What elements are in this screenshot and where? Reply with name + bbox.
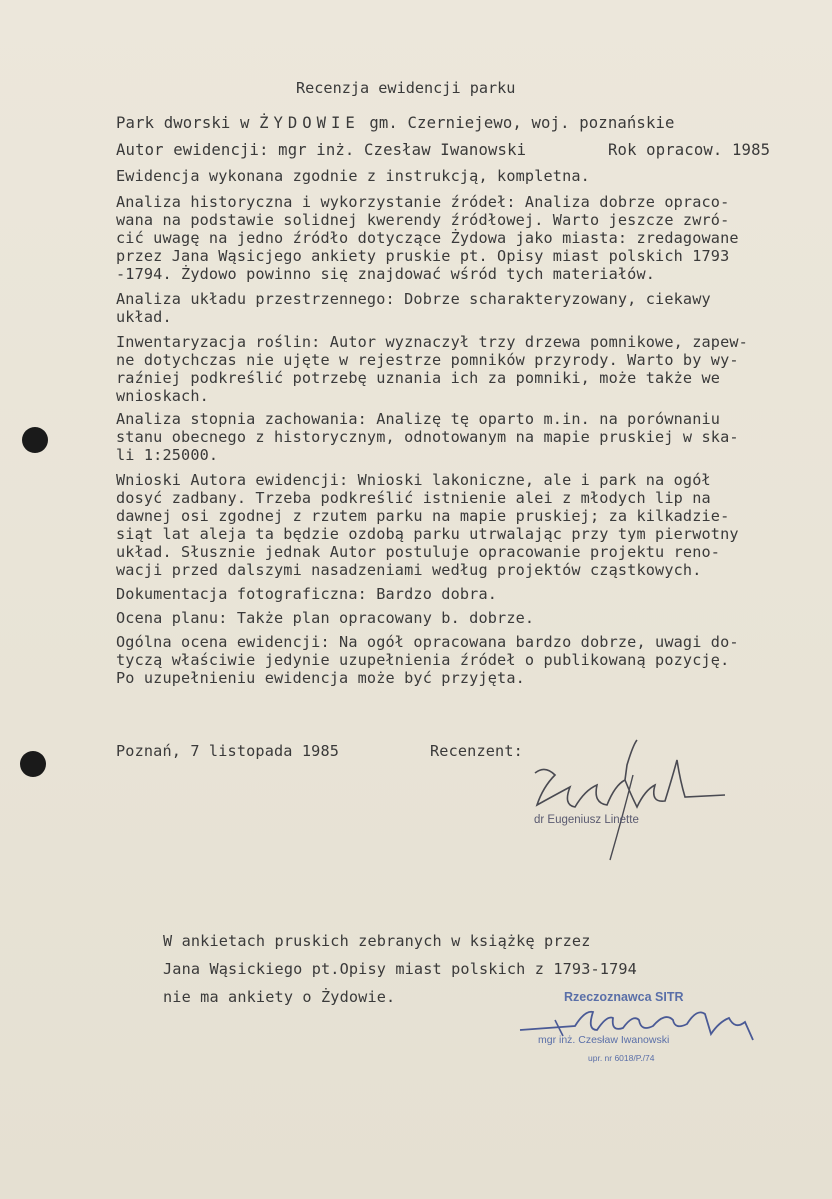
section-3-line-1: Inwentaryzacja roślin: Autor wyznaczył trzy drzewa pomnikowe, zapew- [116,333,748,351]
section-1-line-4: przez Jana Wąsicjego ankiety pruskie pt. Opisy miast polskich 1793 [116,247,730,265]
park-line [116,114,675,133]
note-line-1: W ankietach pruskich zebranych w książkę przez [163,932,591,950]
reviewer-name: dr Eugeniusz Linette [534,814,639,826]
section-1-line-2: wana na podstawie solidnej kwerendy źródłowej. Warto jeszcze zwró- [116,211,730,229]
park-suffix: gm. Czerniejewo, woj. poznańskie [369,114,675,132]
reviewer-signature [515,735,735,865]
park-town: ŻYDOWIE [259,114,360,132]
section-5-line-4: siąt lat aleja ta będzie ozdobą parku utrwalając przy tym pierwotny [116,525,739,543]
section-5-line-3: dawnej osi zgodnej z rzutem parku na mapie pruskiej; za kilkadzie- [116,507,730,525]
section-1-line-5: -1794. Żydowo powinno się znajdować wśród tych materiałów. [116,265,656,283]
document-title: Recenzja ewidencji parku [296,79,516,97]
section-1-line-3: cić uwagę na jedno źródło dotyczące Żydowa jako miasta: zredagowane [116,229,739,247]
instruction-line: Ewidencja wykonana zgodnie z instrukcją, kompletna. [116,167,590,185]
reviewer-label: Recenzent: [430,742,523,760]
section-2-line-2: układ. [116,308,172,326]
section-2-line-1: Analiza układu przestrzennego: Dobrze scharakteryzowany, ciekawy [116,290,711,308]
author-line: Autor ewidencji: mgr inż. Czesław Iwanowski [116,141,527,159]
section-5-line-2: dosyć zadbany. Trzeba podkreślić istnienie alei z młodych lip na [116,489,711,507]
year-line: Rok opracow. 1985 [608,141,771,159]
place-date: Poznań, 7 listopada 1985 [116,742,340,760]
section-1-line-1: Analiza historyczna i wykorzystanie źródeł: Analiza dobrze opraco- [116,193,730,211]
section-5-line-6: wacji przed dalszymi nasadzeniami według projektów cząstkowych. [116,561,702,579]
park-prefix: Park dworski w [116,114,250,132]
section-8-line-2: tyczą właściwie jedynie uzupełnienia źródeł o publikowaną pozycję. [116,651,730,669]
section-4-line-3: li 1:25000. [116,446,219,464]
stamp-permit: upr. nr 6018/P./74 [588,1053,655,1063]
author-signature [515,1000,775,1060]
section-3-line-3: raźniej podkreślić potrzebę uznania ich za pomniki, może także we [116,369,721,387]
section-3-line-2: ne dotychczas nie ujęte w rejestrze pomników przyrody. Warto by wy- [116,351,739,369]
section-4-line-1: Analiza stopnia zachowania: Analizę tę oparto m.in. na porównaniu [116,410,721,428]
section-5-line-5: układ. Słusznie jednak Autor postuluje opracowanie projektu reno- [116,543,721,561]
note-line-2: Jana Wąsickiego pt.Opisy miast polskich z 1793-1794 [163,960,637,978]
note-line-3: nie ma ankiety o Żydowie. [163,988,396,1006]
punch-hole-bottom [20,751,46,777]
punch-hole-top [22,427,48,453]
section-6-line-1: Dokumentacja fotograficzna: Bardzo dobra. [116,585,498,603]
section-8-line-1: Ogólna ocena ewidencji: Na ogół opracowana bardzo dobrze, uwagi do- [116,633,739,651]
stamp-title: Rzeczoznawca SITR [564,990,684,1004]
section-8-line-3: Po uzupełnieniu ewidencja może być przyjęta. [116,669,525,687]
section-7-line-1: Ocena planu: Także plan opracowany b. dobrze. [116,609,535,627]
section-5-line-1: Wnioski Autora ewidencji: Wnioski lakoniczne, ale i park na ogół [116,471,711,489]
section-4-line-2: stanu obecnego z historycznym, odnotowanym na mapie pruskiej w ska- [116,428,739,446]
section-3-line-4: wnioskach. [116,387,209,405]
stamp-name: mgr inż. Czesław Iwanowski [538,1034,670,1046]
